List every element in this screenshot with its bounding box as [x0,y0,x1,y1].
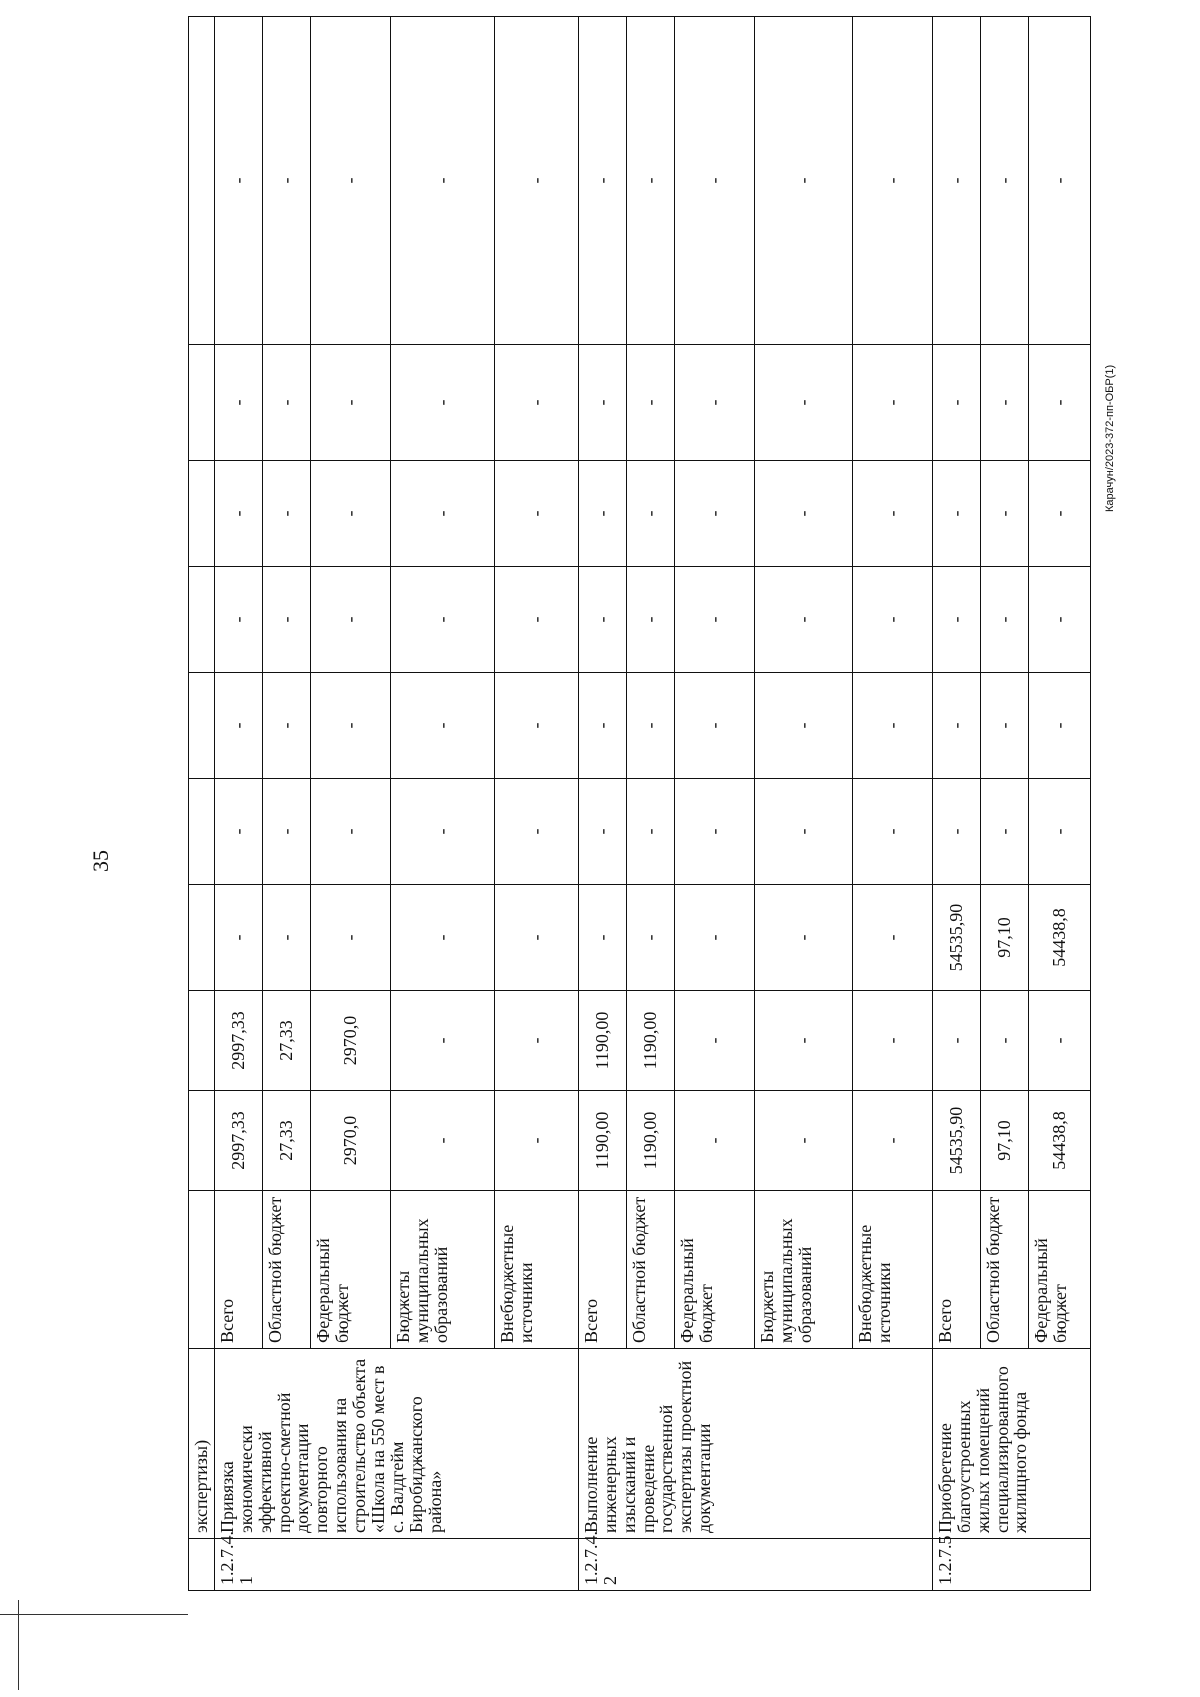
cell-value: 1190,00 [578,1091,626,1191]
cell-value: - [494,885,578,991]
cell-value: 1190,00 [578,991,626,1091]
cell-value: - [980,991,1028,1091]
margin-line [0,1614,188,1615]
cell-value: - [754,345,852,461]
cell-value: - [390,779,494,885]
table-row [214,17,262,1591]
cell-value: - [390,885,494,991]
cell-empty [189,1091,215,1191]
cell-value: - [852,567,932,673]
table-row [932,17,980,1591]
cell-value: - [980,345,1028,461]
cell-value: - [674,17,754,345]
cell-funding-source: Внебюджетные источники [494,1191,578,1349]
cell-value: - [626,885,674,991]
table-row [578,17,626,1591]
cell-value: 2970,0 [310,991,390,1091]
cell-value: - [310,345,390,461]
cell-value: - [390,991,494,1091]
cell-value: - [310,567,390,673]
cell-item-code: 1.2.7.4. 2 [578,1539,932,1591]
cell-value: - [578,779,626,885]
cell-value: - [1028,345,1090,461]
cell-empty [189,1191,215,1349]
cell-value: - [674,461,754,567]
cell-value: - [852,991,932,1091]
cell-value: - [390,345,494,461]
table-body [189,17,1091,1591]
cell-item-name: Привязка экономически эффективной проектно-сметной документации повторного использования на строительство объекта «Школа на 550 мест в с. Валдгейм Биробиджанского района» [214,1349,578,1539]
cell-value: - [262,461,310,567]
cell-value: - [262,779,310,885]
cell-funding-source: Всего [578,1191,626,1349]
cell-value: - [214,345,262,461]
cell-funding-source: Областной бюджет [980,1191,1028,1349]
cell-value: - [390,567,494,673]
cell-value: - [214,885,262,991]
cell-value: - [390,673,494,779]
cell-value: - [674,779,754,885]
cell-funding-source: Федеральный бюджет [674,1191,754,1349]
cell-value: - [390,17,494,345]
cell-value: - [754,17,852,345]
cell-value: - [626,345,674,461]
cell-value: - [852,345,932,461]
cell-value: - [754,991,852,1091]
cell-value: - [578,461,626,567]
cell-value: - [626,567,674,673]
cell-funding-source: Бюджеты муниципальных образований [390,1191,494,1349]
cell-value: 54535,90 [932,1091,980,1191]
cell-empty [189,991,215,1091]
cell-funding-source: Федеральный бюджет [310,1191,390,1349]
page-number: 35 [88,850,113,872]
cell-funding-source: Областной бюджет [262,1191,310,1349]
cell-value: - [852,461,932,567]
cell-item-name: Выполнение инженерных изысканий и проведение государственной экспертизы проектной документации [578,1349,932,1539]
cell-value: 54535,90 [932,885,980,991]
cell-value: - [852,17,932,345]
cell-value: - [980,17,1028,345]
cell-value: 1190,00 [626,1091,674,1191]
cell-value: - [674,673,754,779]
cell-value: - [494,567,578,673]
cell-value: - [932,779,980,885]
cell-value: - [980,779,1028,885]
cell-value: - [214,567,262,673]
cell-empty [189,461,215,567]
cell-value: - [310,673,390,779]
cell-empty [189,345,215,461]
cell-value: - [262,17,310,345]
cell-value: - [852,1091,932,1191]
cell-value: - [980,673,1028,779]
cell-value: - [932,17,980,345]
cell-value: - [980,567,1028,673]
margin-line-vertical [18,1600,19,1690]
cell-value: - [262,567,310,673]
cell-value: 2970,0 [310,1091,390,1191]
cell-value: 27,33 [262,1091,310,1191]
cell-value: - [390,1091,494,1191]
cell-value: 54438,8 [1028,1091,1090,1191]
cell-value: - [754,673,852,779]
cell-value: - [626,779,674,885]
cell-value: - [494,461,578,567]
cell-value: - [494,991,578,1091]
table-row-header-fragment [189,17,215,1591]
cell-value: - [1028,17,1090,345]
cell-value: - [852,673,932,779]
cell-value: - [626,461,674,567]
cell-value: 97,10 [980,885,1028,991]
cell-empty [189,779,215,885]
cell-value: - [578,885,626,991]
cell-value: - [754,885,852,991]
cell-value: - [310,885,390,991]
cell-value: - [754,779,852,885]
cell-value: - [310,461,390,567]
cell-item-code: 1.2.7.4. 1 [214,1539,578,1591]
cell-value: 2997,33 [214,991,262,1091]
cell-empty [189,567,215,673]
cell-value: 2997,33 [214,1091,262,1191]
cell-value: - [214,17,262,345]
cell-value: 54438,8 [1028,885,1090,991]
cell-value: 1190,00 [626,991,674,1091]
cell-value: - [578,345,626,461]
cell-empty [189,1539,215,1591]
cell-value: - [674,345,754,461]
cell-value: - [262,885,310,991]
cell-value: - [626,673,674,779]
cell-value: - [310,17,390,345]
cell-value: - [578,17,626,345]
cell-value: - [674,991,754,1091]
cell-value: 97,10 [980,1091,1028,1191]
cell-value: - [310,779,390,885]
cell-value: - [1028,673,1090,779]
cell-header-fragment: экспертизы) [189,1349,215,1539]
cell-value: - [980,461,1028,567]
cell-value: - [932,461,980,567]
cell-value: - [932,345,980,461]
cell-value: - [494,779,578,885]
cell-value: - [674,567,754,673]
cell-value: - [494,1091,578,1191]
cell-funding-source: Всего [214,1191,262,1349]
cell-empty [189,673,215,779]
cell-value: - [932,567,980,673]
cell-value: - [494,345,578,461]
cell-value: - [1028,991,1090,1091]
cell-value: - [674,1091,754,1191]
cell-value: - [754,1091,852,1191]
cell-empty [189,885,215,991]
cell-item-name: Приобретение благоустроенных жилых помещений специализированного жилищного фонда [932,1349,1090,1539]
cell-item-code: 1.2.7.5 [932,1539,1090,1591]
cell-value: - [1028,779,1090,885]
budget-table [188,16,1091,1591]
cell-value: - [674,885,754,991]
cell-value: - [1028,461,1090,567]
cell-funding-source: Федеральный бюджет [1028,1191,1090,1349]
cell-value: - [390,461,494,567]
cell-value: - [214,779,262,885]
cell-value: - [852,885,932,991]
cell-value: - [754,461,852,567]
cell-funding-source: Бюджеты муниципальных образований [754,1191,852,1349]
document-code: Карачун/2023-372-пп-ОБР(1) [1104,364,1116,512]
cell-value: - [214,673,262,779]
cell-funding-source: Областной бюджет [626,1191,674,1349]
cell-value: - [262,345,310,461]
cell-value: - [852,779,932,885]
cell-value: - [932,991,980,1091]
cell-value: - [262,673,310,779]
cell-value: - [214,461,262,567]
cell-funding-source: Внебюджетные источники [852,1191,932,1349]
cell-value: - [494,17,578,345]
cell-value: 27,33 [262,991,310,1091]
cell-value: - [754,567,852,673]
cell-value: - [578,673,626,779]
cell-value: - [494,673,578,779]
cell-value: - [578,567,626,673]
cell-empty [189,17,215,345]
cell-value: - [1028,567,1090,673]
cell-value: - [626,17,674,345]
rotated-table-container [188,117,1070,1591]
cell-value: - [932,673,980,779]
cell-funding-source: Всего [932,1191,980,1349]
